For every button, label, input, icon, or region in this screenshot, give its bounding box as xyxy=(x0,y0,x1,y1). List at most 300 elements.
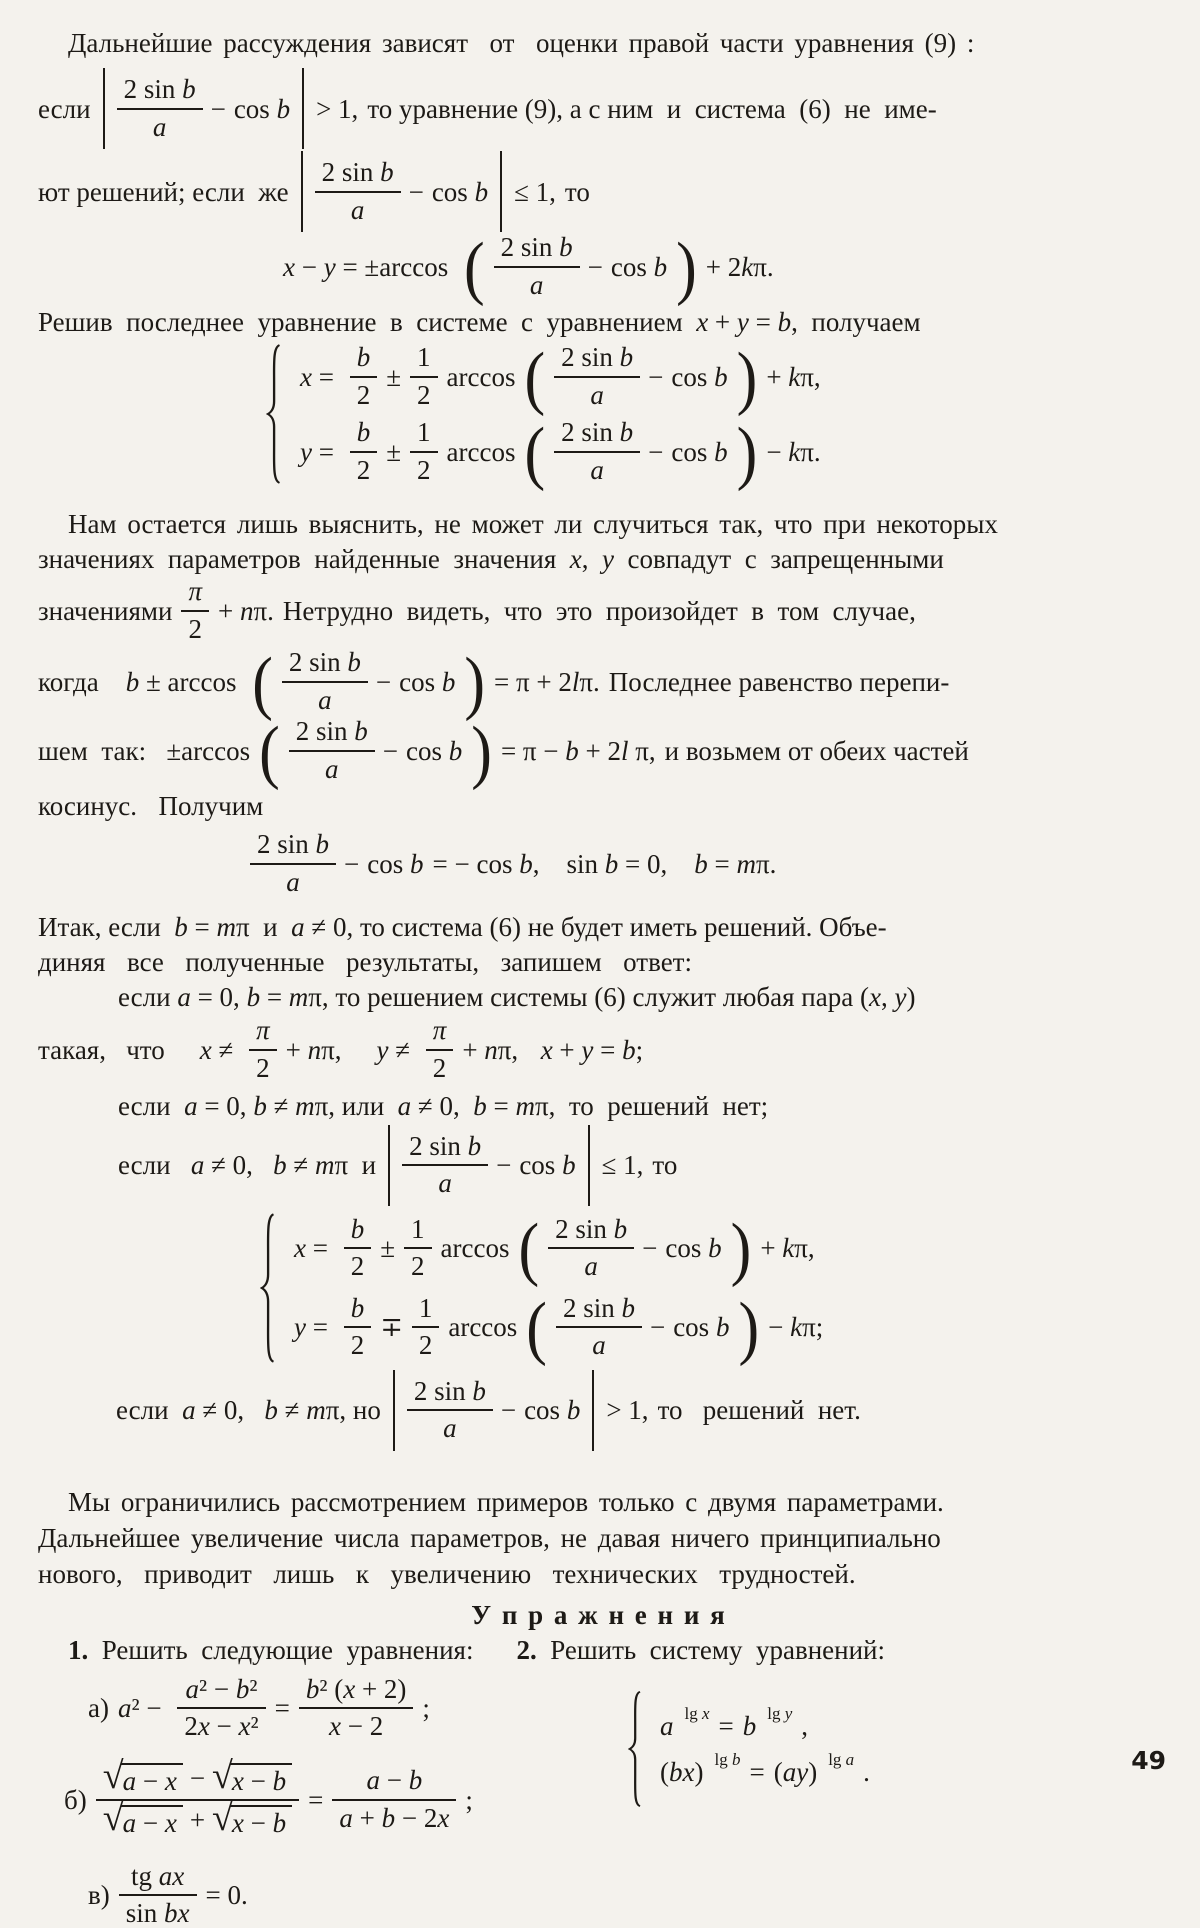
text-cos: cos xyxy=(431,176,468,207)
fraction-2sinb-over-a xyxy=(556,1292,642,1361)
system2-equation-y xyxy=(294,1288,824,1368)
fraction-denominator: a xyxy=(315,191,401,225)
text: Итак, если b = mπ и a ≠ 0, то система (6) не будет иметь решений. Объе- xyxy=(38,912,887,943)
cos-b-term xyxy=(673,1312,729,1342)
absolute-value-bars xyxy=(388,1125,590,1206)
expression-2sinb-a-minus-cosb xyxy=(494,234,668,299)
minus-sign: − xyxy=(587,251,603,282)
text-2sin: 2 sin xyxy=(561,417,613,448)
y-not-equal: y ≠ xyxy=(376,1034,417,1065)
fraction xyxy=(119,1860,197,1928)
text: Решив последнее уравнение в системе с уравнением x + y = b, получаем xyxy=(38,307,921,338)
left-paren: ( xyxy=(463,228,485,307)
fraction-denominator: 2 x − x ² xyxy=(177,1707,265,1741)
var-b: b xyxy=(472,1375,486,1406)
text-2sin: 2 sin xyxy=(288,647,341,678)
text: если a ≠ 0, b ≠ mπ, но xyxy=(116,1395,381,1426)
minus-sign: − xyxy=(189,1762,206,1793)
system1-equation-y xyxy=(300,413,821,492)
var-a: a xyxy=(660,1710,674,1741)
fraction-b-over-2 xyxy=(344,1292,372,1361)
equation-tail: − kπ; xyxy=(768,1312,824,1343)
expression-2sinb-a-minus-cosb xyxy=(315,159,489,224)
item-label-b: б) xyxy=(64,1784,87,1815)
expression-2sinb-a-minus-cosb xyxy=(554,419,728,484)
var-b: b xyxy=(448,735,463,766)
equals-zero: = 0. xyxy=(205,1880,248,1911)
text-cos: cos xyxy=(399,666,436,697)
minus-sign: − xyxy=(375,666,392,697)
fraction-denominator: a xyxy=(548,1247,634,1281)
var-b: b xyxy=(350,1213,365,1244)
paragraph-5-line-1: Мы ограничились рассмотрением примеров только с двумя параметрами. xyxy=(68,1486,944,1517)
text-cos: cos xyxy=(671,436,708,467)
plus-minus-sign: ± xyxy=(380,1233,396,1264)
digit-2: 2 xyxy=(249,1049,277,1083)
text-2sin: 2 sin xyxy=(413,1375,466,1406)
text-2sin: 2 sin xyxy=(321,157,374,188)
equation-tail: + kπ, xyxy=(766,361,821,392)
fraction-2sinb-over-a xyxy=(315,159,401,224)
fraction xyxy=(177,1673,265,1742)
fraction-numerator xyxy=(554,419,640,451)
comparison-le-1: ≤ 1, xyxy=(601,1150,644,1181)
absolute-value-bars xyxy=(103,68,305,149)
left-paren: ( xyxy=(524,413,546,492)
fraction-denominator xyxy=(96,1796,299,1839)
text: когда b ± arccos xyxy=(38,666,244,697)
minus-sign: − xyxy=(344,848,360,879)
minus-sign: − xyxy=(408,176,424,207)
system-equations xyxy=(300,338,821,492)
text: то решений нет. xyxy=(657,1395,861,1426)
text: если a = 0, b = mπ, то решением системы (6) служит любая пара (x, y) xyxy=(118,982,916,1013)
x-plus-y-equals-b: x + y = b; xyxy=(540,1034,644,1065)
digit-2: 2 xyxy=(181,610,209,644)
plus-n-pi: + nπ, xyxy=(462,1034,532,1065)
paragraph-3-line-3 xyxy=(38,578,1160,643)
text-cos: cos xyxy=(671,361,708,392)
text: то xyxy=(652,1150,678,1181)
var-b: b xyxy=(356,342,371,373)
semicolon: ; xyxy=(422,1693,430,1724)
text-cos: cos xyxy=(367,848,404,879)
digit-1: 1 xyxy=(417,417,431,448)
arccos-label: arccos xyxy=(440,1233,510,1264)
radicand: a − x xyxy=(121,1763,183,1795)
right-paren: ) xyxy=(736,338,758,417)
fraction-2sinb-over-a xyxy=(407,1375,493,1444)
page-number: 49 xyxy=(1131,1746,1166,1775)
text-cos: cos xyxy=(519,1150,556,1181)
cos-b-term xyxy=(519,1150,575,1180)
plus-minus-sign: ± xyxy=(386,436,402,467)
sqrt-a-minus-x xyxy=(102,1796,183,1839)
right-paren: ) xyxy=(464,643,486,722)
var-b: b xyxy=(621,1292,635,1323)
paragraph-5-line-3: нового, приводит лишь к увеличению технических трудностей. xyxy=(38,1558,856,1589)
system1-equation-x xyxy=(300,338,821,417)
equation-lhs: y = xyxy=(300,436,341,467)
fraction-b-over-2 xyxy=(350,344,378,409)
right-paren: ) xyxy=(738,1288,760,1368)
fraction-denominator: a xyxy=(407,1409,493,1443)
var-b: b xyxy=(276,93,291,124)
text-2sin: 2 sin xyxy=(409,1130,461,1161)
var-b: b xyxy=(619,342,634,373)
fraction-2sinb-over-a xyxy=(548,1213,634,1282)
expression-2sinb-a-minus-cosb xyxy=(282,649,456,714)
sqrt-x-minus-b xyxy=(212,1796,292,1839)
minus-sign: − xyxy=(500,1395,517,1426)
fraction-numerator xyxy=(96,1754,299,1799)
expression-2sinb-a-minus-cosb xyxy=(402,1130,576,1199)
equation-tail: − kπ. xyxy=(766,436,821,467)
paragraph-1-line-3 xyxy=(38,151,1160,232)
text-cos: cos xyxy=(524,1395,561,1426)
digit-2: 2 xyxy=(350,376,378,410)
minus-sign: − xyxy=(210,93,226,124)
text: такая, что xyxy=(38,1034,165,1065)
right-paren: ) xyxy=(676,228,697,307)
fraction-b-over-2 xyxy=(350,419,378,484)
var-b: b xyxy=(356,417,371,448)
exercise-1-title: 1. Решить следующие уравнения: xyxy=(68,1634,474,1665)
exercise-2-system xyxy=(628,1690,870,1808)
fraction-2sinb-over-a xyxy=(250,831,336,896)
equals-sign: = xyxy=(274,1693,290,1724)
var-b: b xyxy=(562,1150,576,1181)
cos-b-term xyxy=(671,362,727,392)
fraction-denominator: a xyxy=(556,1326,642,1360)
pi-symbol: π xyxy=(432,1015,447,1046)
left-paren: ( xyxy=(526,1288,547,1368)
fraction-denominator: a xyxy=(494,266,580,300)
paragraph-4-line-1 xyxy=(38,912,1160,942)
paragraph-1-line-1: Дальнейшие рассуждения зависят от оценки правой части уравнения (9) : xyxy=(68,28,975,58)
minus-sign: − xyxy=(648,436,664,467)
fraction xyxy=(96,1754,299,1839)
var-b: b xyxy=(182,74,196,104)
item-label-a: а) xyxy=(88,1693,109,1724)
minus-sign: − xyxy=(648,361,664,392)
fraction-denominator: a xyxy=(282,681,368,715)
var-b: b xyxy=(715,1312,730,1343)
sqrt-x-minus-b xyxy=(212,1754,292,1797)
fraction-denominator: a xyxy=(554,451,640,485)
cos-b-term xyxy=(671,437,727,467)
text-2sin: 2 sin xyxy=(123,74,176,104)
comparison-gt-1: > 1, xyxy=(606,1395,649,1426)
exercise-2-equation-1: a $^{lg x}$ = b $^{lg y}$ , xyxy=(660,1703,809,1741)
text: значениях параметров найденные значения x, y совпадут с запрещенными xyxy=(38,544,944,575)
var-b: b xyxy=(714,436,728,467)
var-b: b xyxy=(566,1395,581,1426)
cos-b-term xyxy=(406,736,462,766)
text-2sin: 2 sin xyxy=(257,829,309,860)
paragraph-2-line-1 xyxy=(38,307,1160,337)
plus-n-pi: + nπ. xyxy=(217,595,274,626)
exercises-body xyxy=(38,1673,1160,1928)
exercise-2-title: 2. Решить систему уравнений: xyxy=(516,1634,885,1665)
digit-1: 1 xyxy=(418,1292,433,1323)
text-cos: cos xyxy=(665,1233,702,1264)
arccos-label: arccos xyxy=(448,1312,518,1343)
right-paren: ) xyxy=(471,712,492,791)
comparison-gt-1: > 1, xyxy=(316,93,359,124)
exercise-2-equation-2: (bx) $^{lg b}$ = (ay) $^{lg a}$ . xyxy=(660,1749,870,1787)
paragraph-4-line-3 xyxy=(118,982,1160,1012)
minus-sign: − xyxy=(649,1312,666,1343)
system-equations xyxy=(660,1703,870,1787)
digit-1: 1 xyxy=(411,1213,425,1244)
fraction-numerator: a − b xyxy=(366,1765,423,1796)
fraction-2sinb-over-a xyxy=(402,1130,488,1199)
paragraph-4-line-4 xyxy=(38,1017,1160,1082)
var-b: b xyxy=(474,176,489,207)
text-2sin: 2 sin xyxy=(295,716,348,747)
cos-b-term xyxy=(399,667,455,697)
radicand: x − b xyxy=(230,1805,292,1837)
a-squared-minus: a² − xyxy=(117,1693,169,1724)
left-paren: ( xyxy=(518,1209,540,1289)
var-b: b xyxy=(559,232,573,263)
pi-symbol: π xyxy=(256,1015,270,1046)
system-left-brace xyxy=(260,1212,278,1364)
fraction-denominator: a xyxy=(117,108,203,142)
expression-2sinb-a-minus-cosb xyxy=(548,1213,722,1282)
arccos-label: arccos xyxy=(446,436,516,467)
equation-tail: + kπ, xyxy=(760,1233,815,1264)
plus-n-pi: + nπ, xyxy=(285,1034,342,1065)
system-left-brace xyxy=(628,1690,644,1808)
fraction-b-over-2 xyxy=(344,1213,372,1282)
equation-tail: = π + 2lπ. xyxy=(494,666,600,697)
paragraph-1-line-2 xyxy=(38,68,1160,149)
paragraph-5-line-2: Дальнейшее увеличение числа параметров, не давая ничего принципиально xyxy=(38,1522,941,1553)
equation-system-1 xyxy=(266,338,1160,492)
fraction-numerator: b ² ( x + 2) xyxy=(305,1673,407,1704)
cos-b-term xyxy=(524,1395,580,1425)
var-b: b xyxy=(354,716,368,747)
var-b: b xyxy=(708,1233,722,1264)
fraction-denominator: a xyxy=(402,1164,488,1198)
x-not-equal: x ≠ xyxy=(199,1034,241,1065)
paragraph-4-line-5 xyxy=(118,1091,1160,1121)
absolute-value-bars xyxy=(301,151,503,232)
digit-2: 2 xyxy=(410,451,438,485)
var-b: b xyxy=(742,1710,757,1741)
fraction-numerator: a ² − b ² xyxy=(185,1673,258,1704)
left-paren: ( xyxy=(524,338,546,417)
paragraph-4-line-2: диняя все полученные результаты, запишем ответ: xyxy=(38,947,692,978)
digit-2: 2 xyxy=(426,1049,454,1083)
digit-2: 2 xyxy=(350,451,378,485)
text: шем так: ±arccos xyxy=(38,735,251,766)
minus-sign: − xyxy=(382,735,399,766)
text: если a = 0, b ≠ mπ, или a ≠ 0, b = mπ, то решений нет; xyxy=(118,1090,769,1121)
left-paren: ( xyxy=(252,643,273,722)
digit-2: 2 xyxy=(404,1247,432,1281)
exercise-1-column xyxy=(38,1673,628,1928)
text-2sin: 2 sin xyxy=(561,342,613,373)
var-b: b xyxy=(613,1213,628,1244)
fraction xyxy=(299,1673,414,1742)
period: . xyxy=(863,1756,870,1787)
fraction-numerator xyxy=(282,649,368,681)
fraction-numerator xyxy=(315,159,401,191)
radical-sign: √ xyxy=(212,1754,233,1797)
fraction-numerator xyxy=(250,831,336,863)
text: значениями xyxy=(38,595,173,626)
fraction-pi-over-2 xyxy=(249,1017,277,1082)
paragraph-3-line-5 xyxy=(38,712,1160,791)
fraction-2sinb-over-a xyxy=(554,344,640,409)
var-b: b xyxy=(380,157,394,188)
plus-sign: + xyxy=(189,1804,206,1835)
digit-1: 1 xyxy=(417,342,431,373)
system2-equation-x xyxy=(294,1209,823,1289)
text: то уравнение (9), а с ним и система (6) не име- xyxy=(367,93,937,124)
equation-tail: + 2kπ. xyxy=(705,251,774,282)
plus-minus-sign: ± xyxy=(386,361,402,392)
radical-sign: √ xyxy=(102,1796,124,1839)
comma: , xyxy=(801,1710,809,1741)
comparison-le-1: ≤ 1, xyxy=(514,176,556,207)
text-cos: cos xyxy=(610,251,647,282)
fraction-1-over-2 xyxy=(404,1213,432,1282)
paragraph-3-line-6: косинус. Получим xyxy=(38,791,264,822)
fraction-numerator xyxy=(556,1292,642,1327)
equation-lhs: x = xyxy=(300,361,341,392)
arccos-label: arccos xyxy=(446,361,516,392)
text: Последнее равенство перепи- xyxy=(608,666,950,697)
fraction-numerator xyxy=(407,1375,493,1410)
fraction-numerator xyxy=(548,1213,634,1248)
equation-lhs: y = xyxy=(294,1312,335,1343)
equation-lhs: x = xyxy=(294,1233,335,1264)
radicand: x − b xyxy=(230,1763,292,1795)
equals-sign: = xyxy=(718,1710,734,1741)
fraction-denominator: a + b − 2 x xyxy=(332,1799,456,1833)
exercise-titles-row xyxy=(68,1635,1120,1666)
cos-b-term xyxy=(432,177,488,207)
equals-sign: = xyxy=(308,1784,324,1815)
fraction-1-over-2 xyxy=(412,1292,440,1361)
fraction-denominator: a xyxy=(250,863,336,897)
fraction-numerator xyxy=(289,718,375,750)
var-b: b xyxy=(347,647,361,678)
fraction-denominator: a xyxy=(289,750,375,784)
semicolon: ; xyxy=(465,1784,473,1815)
fraction-denominator: a xyxy=(554,376,640,410)
fraction-denominator: sin bx xyxy=(119,1894,197,1928)
fraction-2sinb-over-a xyxy=(494,234,580,299)
text: если xyxy=(38,93,91,124)
display-equation-cos xyxy=(250,831,1160,896)
radical-sign: √ xyxy=(102,1754,124,1797)
text-cos: cos xyxy=(233,93,270,124)
equation-tail: = − cos b, sin b = 0, b = mπ. xyxy=(432,848,777,879)
digit-2: 2 xyxy=(344,1326,372,1360)
expression-2sinb-a-minus-cosb xyxy=(556,1292,730,1361)
exercise-1b xyxy=(64,1754,628,1839)
paragraph-3-line-1: Нам остается лишь выяснить, не может ли случиться так, что при некоторых xyxy=(68,509,998,540)
fraction-numerator xyxy=(117,76,203,108)
sqrt-a-minus-x xyxy=(102,1754,183,1797)
paragraph-4-line-6 xyxy=(118,1125,1160,1206)
exercise-2-column xyxy=(628,1676,870,1928)
term-ay: (ay) xyxy=(773,1756,818,1787)
absolute-value-bars xyxy=(393,1370,595,1451)
text-2sin: 2 sin xyxy=(562,1292,615,1323)
fraction-1-over-2 xyxy=(410,419,438,484)
var-b: b xyxy=(410,848,424,879)
fraction-numerator: tg ax xyxy=(131,1860,185,1891)
digit-2: 2 xyxy=(412,1326,440,1360)
text-cos: cos xyxy=(673,1312,710,1343)
fraction-2sinb-over-a xyxy=(554,419,640,484)
equals-sign: = xyxy=(749,1756,765,1787)
fraction-1-over-2 xyxy=(410,344,438,409)
fraction-2sinb-over-a xyxy=(282,649,368,714)
fraction-numerator xyxy=(554,344,640,376)
cos-b-term xyxy=(234,94,290,124)
paragraph-3-line-2 xyxy=(38,544,1160,574)
equation-lhs: x − y = ±arccos xyxy=(283,251,455,282)
left-paren: ( xyxy=(259,712,280,791)
fraction-2sinb-over-a xyxy=(289,718,375,783)
fraction-2sinb-over-a xyxy=(117,76,203,141)
paragraph-4-line-7 xyxy=(116,1370,1160,1451)
term-bx: (bx) xyxy=(660,1756,704,1787)
var-b: b xyxy=(315,829,330,860)
minus-plus-sign: ∓ xyxy=(380,1312,403,1343)
fraction-numerator xyxy=(494,234,580,266)
cos-b-term xyxy=(611,252,667,282)
pi-symbol: π xyxy=(188,576,202,607)
system-left-brace xyxy=(266,343,284,485)
var-b: b xyxy=(467,1130,482,1161)
fraction-pi-over-2 xyxy=(181,578,209,643)
var-b: b xyxy=(653,251,668,282)
radical-sign: √ xyxy=(212,1796,233,1839)
equation-tail: = π − b + 2l π, xyxy=(500,735,656,766)
var-b: b xyxy=(714,361,728,392)
var-b: b xyxy=(619,417,634,448)
text: если a ≠ 0, b ≠ mπ и xyxy=(118,1150,377,1181)
fraction-numerator xyxy=(402,1130,488,1165)
text: ют решений; если же xyxy=(38,176,289,207)
digit-2: 2 xyxy=(410,376,438,410)
expression-2sinb-a-minus-cosb xyxy=(407,1375,581,1444)
var-b: b xyxy=(441,666,456,697)
right-paren: ) xyxy=(736,413,758,492)
expression-2sinb-a-minus-cosb xyxy=(289,718,463,783)
equation-system-2 xyxy=(260,1209,1160,1368)
exercise-1v xyxy=(88,1860,628,1928)
text-cos: cos xyxy=(406,735,443,766)
fraction-pi-over-2 xyxy=(426,1017,454,1082)
expression-2sinb-a-minus-cosb xyxy=(554,344,728,409)
text-2sin: 2 sin xyxy=(555,1213,607,1244)
system-equations xyxy=(294,1209,824,1368)
text: Нетрудно видеть, что это произойдет в том случае, xyxy=(282,595,916,626)
exercises-heading: У п р а ж н е н и я xyxy=(471,1599,727,1630)
display-equation-x-minus-y xyxy=(283,228,1160,307)
exercise-1a xyxy=(88,1673,628,1742)
expression-2sinb-a-minus-cosb xyxy=(250,831,424,896)
